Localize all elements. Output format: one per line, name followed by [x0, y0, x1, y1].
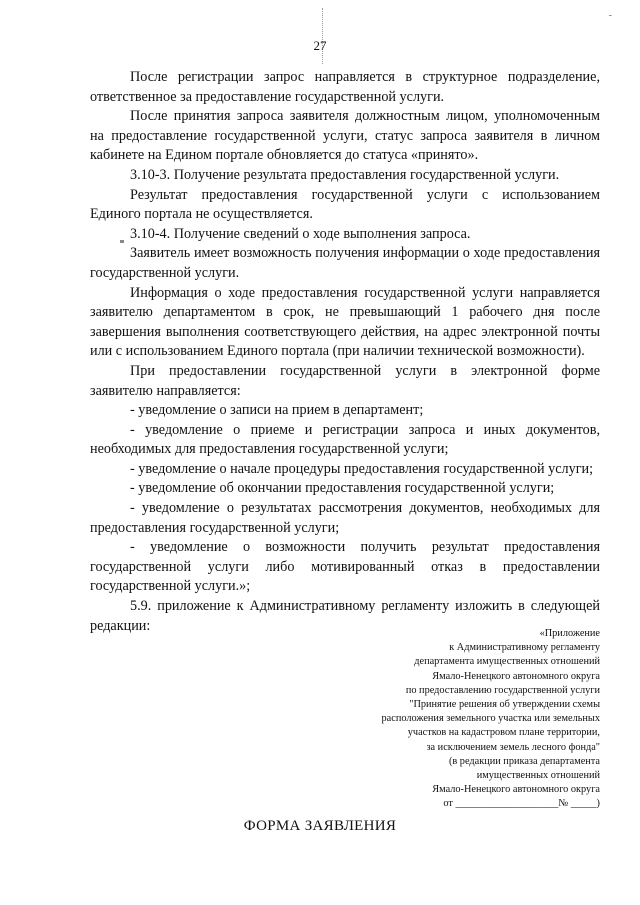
- paragraph: Результат предоставления государственной услуги с использованием Единого портала не осуществляется.: [90, 186, 600, 223]
- appendix-line: участков на кадастровом плане территории,: [407, 727, 600, 739]
- paragraph: Заявитель имеет возможность получения информации о ходе предоставления государственной услуги.: [90, 245, 600, 281]
- appendix-line: «Приложение: [539, 628, 600, 639]
- appendix-header: [300, 627, 600, 812]
- list-item: - уведомление о результатах рассмотрения документов, необходимых для предоставления государственной услуги;: [90, 500, 600, 536]
- paragraph: После принятия запроса заявителя должностным лицом, уполномоченным на предоставление государственной услуги, статус запроса заявителя в личном кабинете на Едином портале обновляется до статуса «принято».: [90, 108, 600, 164]
- appendix-line: "Принятие решения об утверждении схемы: [409, 699, 600, 711]
- paragraph: При предоставлении государственной услуги в электронной форме заявителю направляется:: [90, 362, 600, 399]
- appendix-line: к Административному регламенту: [449, 642, 600, 654]
- appendix-line: имущественных отношений: [476, 770, 600, 782]
- appendix-line: Ямало-Ненецкого автономного округа: [432, 670, 600, 682]
- appendix-line: за исключением земель лесного фонда": [426, 741, 600, 753]
- appendix-line: (в редакции приказа департамента: [448, 755, 600, 767]
- list-item: - уведомление о приеме и регистрации запроса и иных документов, необходимых для предоставления государственной услуги;: [90, 421, 600, 458]
- paragraph: 5.9. приложение к Административному регламенту изложить в следующей редакции:: [90, 598, 600, 634]
- center-fold-line: [322, 8, 323, 64]
- paragraph: 3.10-3. Получение результата предоставления государственной услуги.: [130, 166, 560, 183]
- list-item: - уведомление о возможности получить результат предоставления государственной услуги либо мотивированный отказ в предоставлении государственной услуги.»;: [90, 539, 600, 595]
- appendix-line: по предоставлению государственной услуги: [405, 684, 600, 696]
- appendix-date-line: от ____________________№ _____): [443, 798, 600, 810]
- appendix-line: Ямало-Ненецкого автономного округа: [432, 784, 600, 796]
- list-item: - уведомление о начале процедуры предоставления государственной услуги;: [130, 460, 594, 477]
- paragraph: 3.10-4. Получение сведений о ходе выполнения запроса.: [130, 225, 471, 242]
- corner-mark: -: [608, 10, 612, 21]
- page-number: 27: [313, 38, 327, 53]
- appendix-line: департамента имущественных отношений: [414, 656, 600, 668]
- appendix-line: расположения земельного участка или земельных: [381, 713, 600, 725]
- list-item: - уведомление об окончании предоставления государственной услуги;: [130, 480, 555, 497]
- form-title: ФОРМА ЗАЯВЛЕНИЯ: [243, 818, 397, 834]
- paragraph: Информация о ходе предоставления государственной услуги направляется заявителю департаментом в срок, не превышающий 1 рабочего дня после завершения выполнения соответствующего действия, на адрес электронной почты или с использованием Единого портала (при наличии технической возможности).: [90, 284, 600, 360]
- list-item: - уведомление о записи на прием в департамент;: [130, 402, 424, 419]
- body-text: [90, 68, 600, 636]
- paragraph: После регистрации запрос направляется в структурное подразделение, ответственное за предоставление государственной услуги.: [90, 69, 600, 105]
